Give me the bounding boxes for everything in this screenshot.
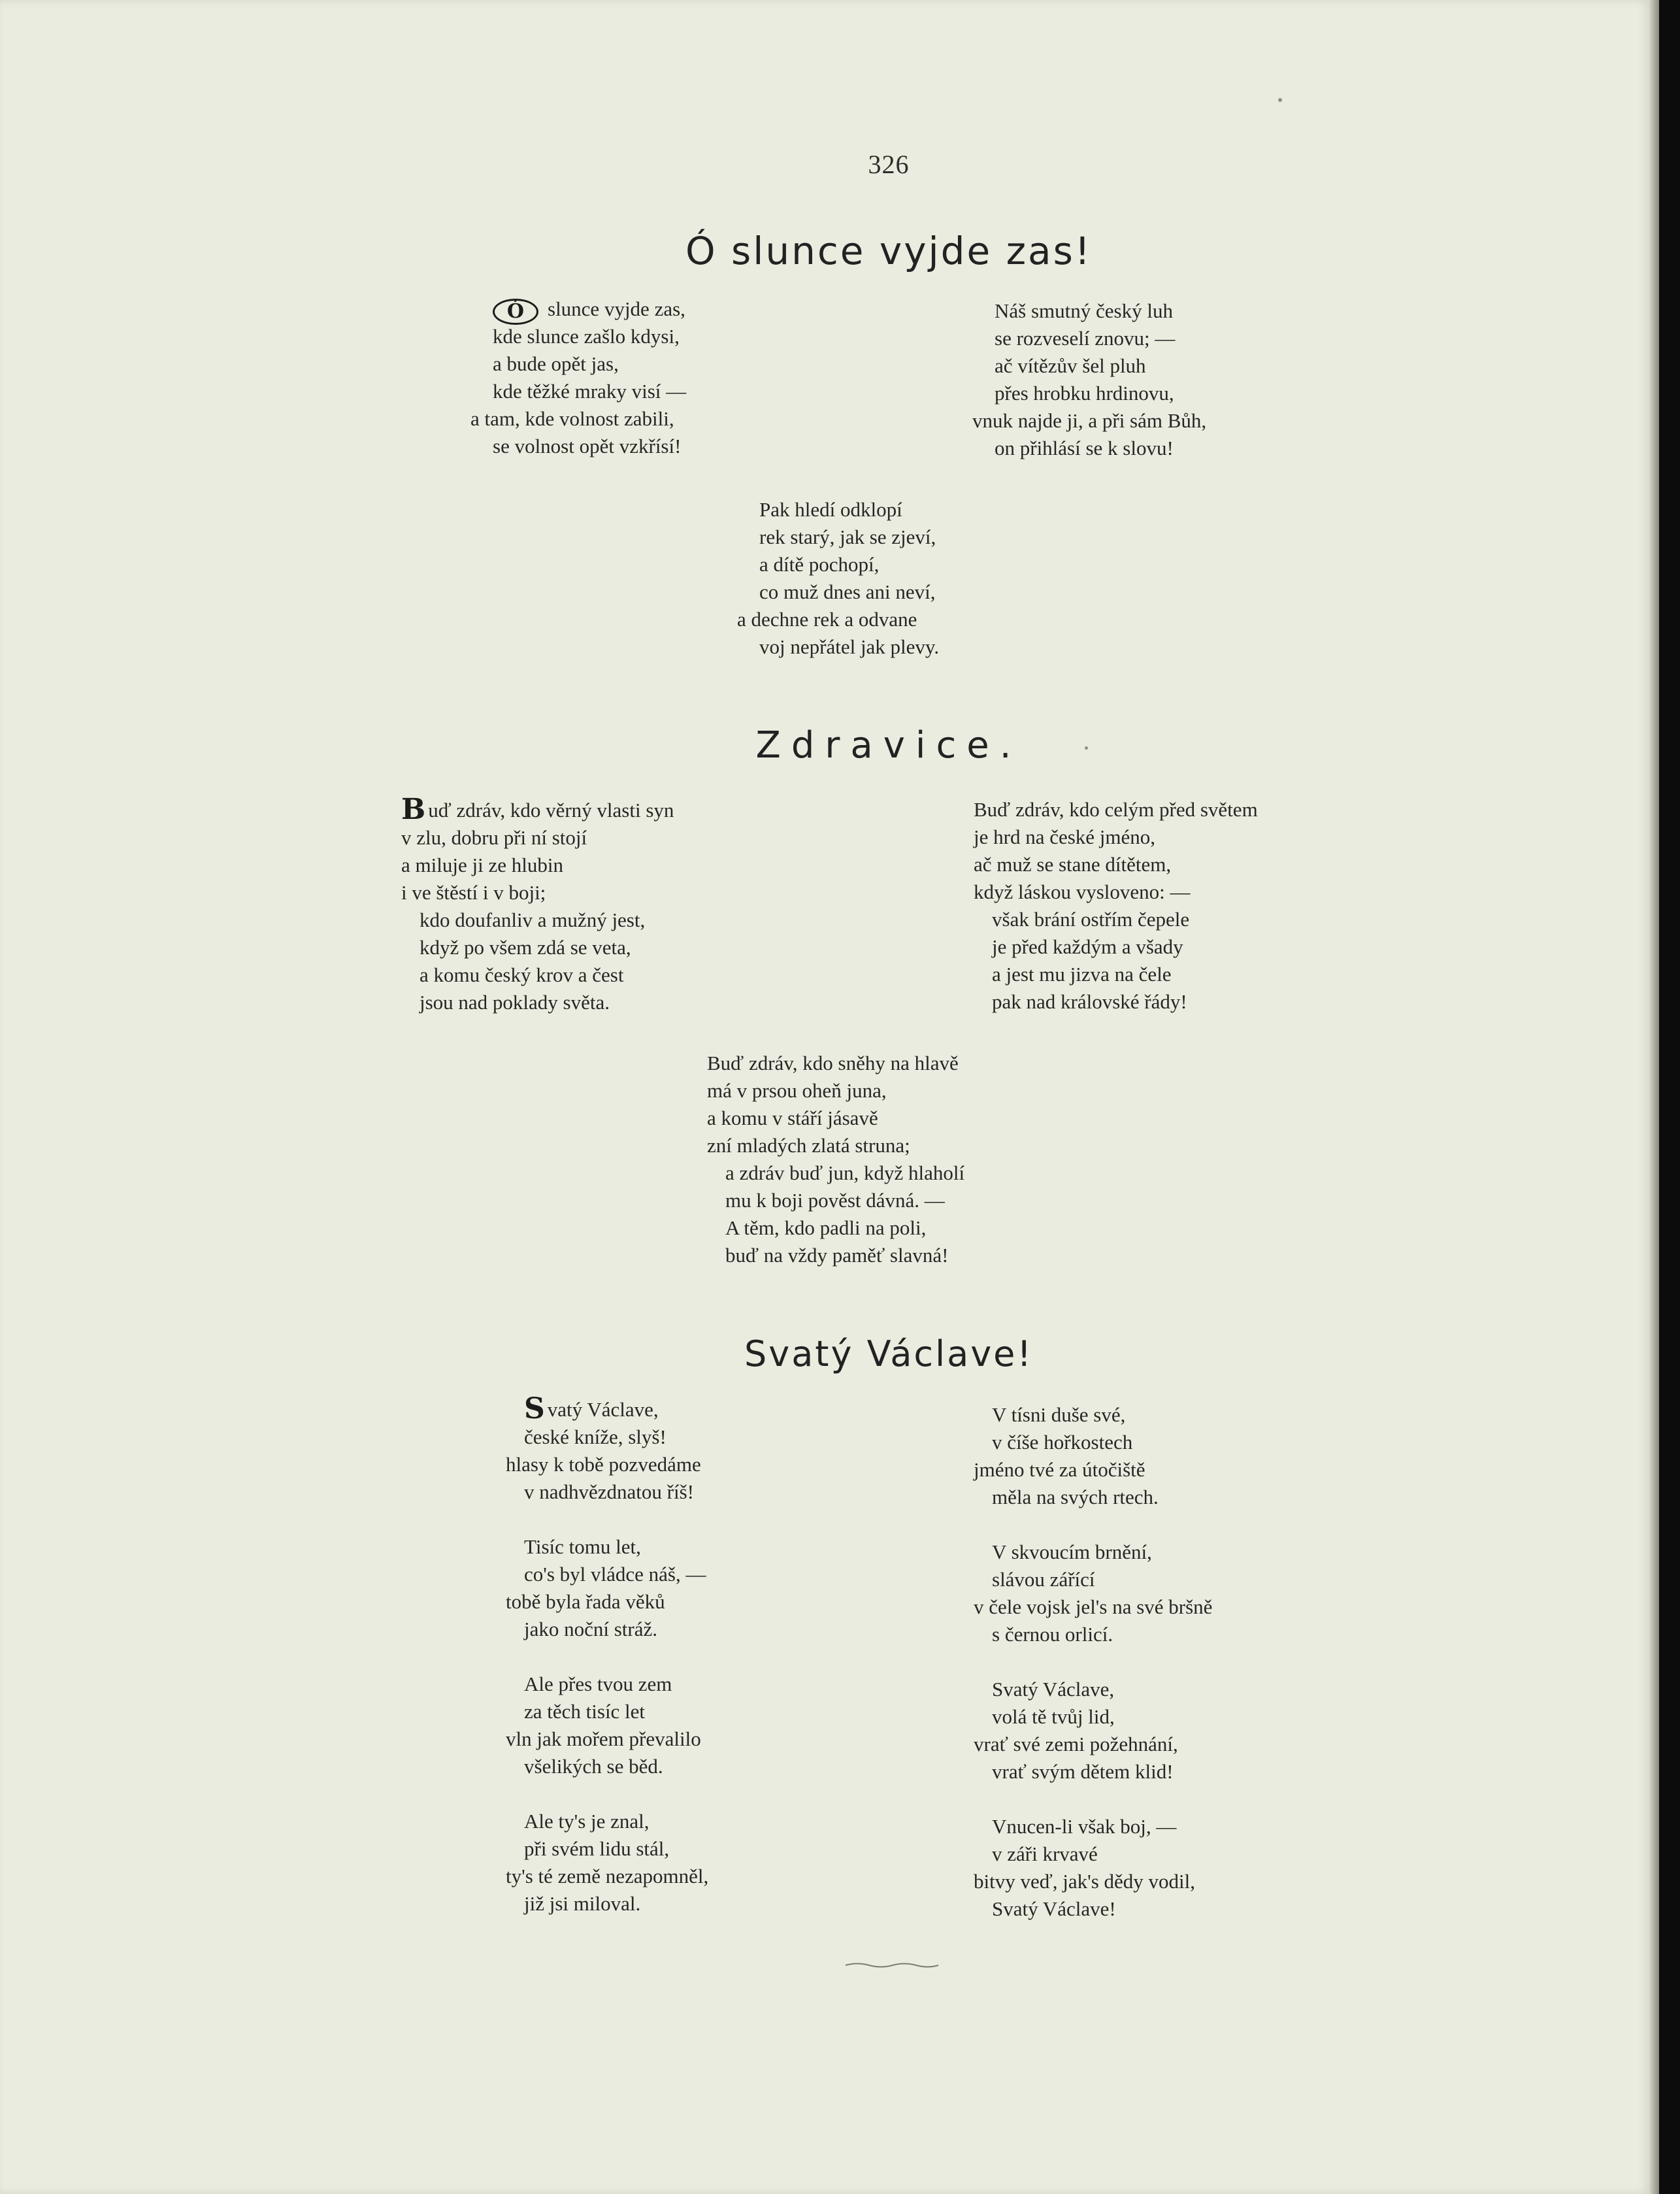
- poem-3-right-column: [974, 1401, 1212, 1923]
- verse-line: v zlu, dobru při ní stojí: [401, 826, 587, 849]
- verse-line: již jsi miloval.: [524, 1892, 641, 1915]
- verse-line: vnuk najde ji, a při sám Bůh,: [972, 409, 1207, 432]
- page-edge: [1650, 0, 1659, 2194]
- verse-line: a dítě pochopí,: [759, 553, 880, 576]
- verse-line: kde těžké mraky visí —: [493, 380, 687, 403]
- verse-line: a miluje ji ze hlubin: [401, 854, 563, 876]
- verse-line: a jest mu jizva na čele: [992, 963, 1172, 986]
- verse-line: v záři krvavé: [992, 1842, 1098, 1865]
- verse-line: Tisíc tomu let,: [524, 1535, 641, 1558]
- ornate-initial: S: [524, 1392, 545, 1425]
- verse-line: v číše hořkostech: [992, 1431, 1133, 1454]
- verse-line: v nadhvězdnatou říš!: [524, 1480, 694, 1503]
- verse-line: hlasy k tobě pozvedáme: [506, 1453, 701, 1476]
- verse-line: Ale přes tvou zem: [524, 1672, 672, 1695]
- verse-line: slávou zářící: [992, 1568, 1095, 1591]
- poem-1-stanza-2: [972, 297, 1206, 462]
- verse-line: Ó slunce vyjde zas,: [470, 295, 686, 323]
- verse-line: vrať své zemi požehnání,: [974, 1733, 1178, 1755]
- page-number: 326: [868, 150, 910, 179]
- verse-line: zní mladých zlatá struna;: [707, 1134, 910, 1157]
- verse-line: když po všem zdá se veta,: [420, 936, 631, 959]
- verse-line: tobě byla řada věků: [506, 1590, 665, 1613]
- poem-2-stanza-1: [401, 793, 674, 1016]
- verse-line: Náš smutný český luh: [995, 299, 1173, 322]
- verse-line: Pak hledí odklopí: [759, 498, 902, 521]
- verse-line: když láskou vysloveno: —: [974, 880, 1191, 903]
- verse-line: ty's té země nezapomněl,: [506, 1865, 709, 1887]
- verse-line: buď na vždy paměť slavná!: [725, 1244, 949, 1267]
- verse-line: S vatý Václave,: [524, 1392, 659, 1425]
- verse-line: je před každým a všady: [992, 935, 1183, 958]
- verse-line: voj nepřátel jak plevy.: [759, 635, 940, 658]
- poem-2-stanza-3: [707, 1050, 964, 1269]
- poem-title: Svatý Václave!: [744, 1333, 1034, 1374]
- verse-line: a komu v stáří jásavě: [707, 1106, 878, 1129]
- verse-line: volá tě tvůj lid,: [992, 1705, 1115, 1728]
- verse-line: má v prsou oheň juna,: [707, 1079, 887, 1102]
- verse-line: mu k boji pověst dávná. —: [725, 1189, 945, 1212]
- poem-1-stanza-1: [470, 295, 686, 460]
- verse-line: všelikých se běd.: [524, 1755, 663, 1778]
- verse-line: Vnucen-li však boj, —: [992, 1815, 1177, 1838]
- verse-line: Svatý Václave!: [992, 1897, 1116, 1920]
- ornate-initial: Ó: [493, 299, 538, 325]
- verse-line: Svatý Václave,: [992, 1678, 1115, 1701]
- poem-1-stanza-3: [737, 496, 939, 661]
- verse-line: pak nad královské řády!: [992, 990, 1187, 1013]
- verse-line: při svém lidu stál,: [524, 1837, 670, 1860]
- verse-line: V skvoucím brnění,: [992, 1540, 1152, 1563]
- verse-line: vln jak mořem převalilo: [506, 1727, 701, 1750]
- verse-line: B uď zdráv, kdo věrný vlasti syn: [401, 793, 674, 826]
- poem-3-left-column: [506, 1392, 709, 1918]
- verse-line: české kníže, slyš!: [524, 1425, 667, 1448]
- decorative-separator: [844, 1961, 940, 1968]
- verse-line: s černou orlicí.: [992, 1623, 1113, 1646]
- verse-line: kde slunce zašlo kdysi,: [493, 325, 680, 348]
- verse-line: ač muž se stane dítětem,: [974, 853, 1172, 876]
- verse-line: jsou nad poklady světa.: [420, 991, 610, 1014]
- verse-line: kdo doufanliv a mužný jest,: [420, 908, 646, 931]
- poem-title: Ó slunce vyjde zas!: [685, 229, 1093, 273]
- verse-line: v čele vojsk jel's na své bršně: [974, 1595, 1213, 1618]
- verse-line: A těm, kdo padli na poli,: [725, 1216, 927, 1239]
- verse-line: V tísni duše své,: [992, 1403, 1126, 1426]
- verse-line: se volnost opět vzkřísí!: [493, 435, 682, 457]
- paper-speck: [1278, 98, 1282, 102]
- verse-line: měla na svých rtech.: [992, 1486, 1159, 1508]
- verse-line: a bude opět jas,: [493, 352, 619, 375]
- verse-line: co's byl vládce náš, —: [524, 1563, 706, 1586]
- verse-line: on přihlásí se k slovu!: [995, 437, 1174, 459]
- verse-line: vrať svým dětem klid!: [992, 1760, 1174, 1783]
- verse-line: rek starý, jak se zjeví,: [759, 525, 936, 548]
- verse-line: a zdráv buď jun, když hlaholí: [725, 1161, 965, 1184]
- verse-line: se rozveselí znovu; —: [995, 327, 1176, 350]
- poem-title: Zdravice.: [755, 724, 1022, 767]
- verse-line: Ale ty's je znal,: [524, 1810, 650, 1833]
- verse-line: ač vítězův šel pluh: [995, 354, 1146, 377]
- verse-line: co muž dnes ani neví,: [759, 580, 936, 603]
- verse-line: i ve štěstí i v boji;: [401, 881, 546, 904]
- poem-2-stanza-2: [974, 796, 1258, 1016]
- verse-line: a tam, kde volnost zabili,: [470, 407, 674, 430]
- verse-line: Buď zdráv, kdo celým před světem: [974, 798, 1258, 821]
- verse-line: jméno tvé za útočiště: [974, 1458, 1145, 1481]
- ornate-initial: B: [401, 793, 426, 826]
- verse-line: přes hrobku hrdinovu,: [995, 382, 1174, 405]
- verse-line: za těch tisíc let: [524, 1700, 646, 1723]
- verse-line: Buď zdráv, kdo sněhy na hlavě: [707, 1052, 959, 1074]
- verse-line: jako noční stráž.: [524, 1618, 658, 1640]
- verse-line: však brání ostřím čepele: [992, 908, 1190, 931]
- verse-line: bitvy veď, jak's dědy vodil,: [974, 1870, 1196, 1893]
- verse-line: a dechne rek a odvane: [737, 608, 917, 631]
- verse-line: je hrd na české jméno,: [974, 825, 1156, 848]
- verse-line: a komu český krov a čest: [420, 963, 624, 986]
